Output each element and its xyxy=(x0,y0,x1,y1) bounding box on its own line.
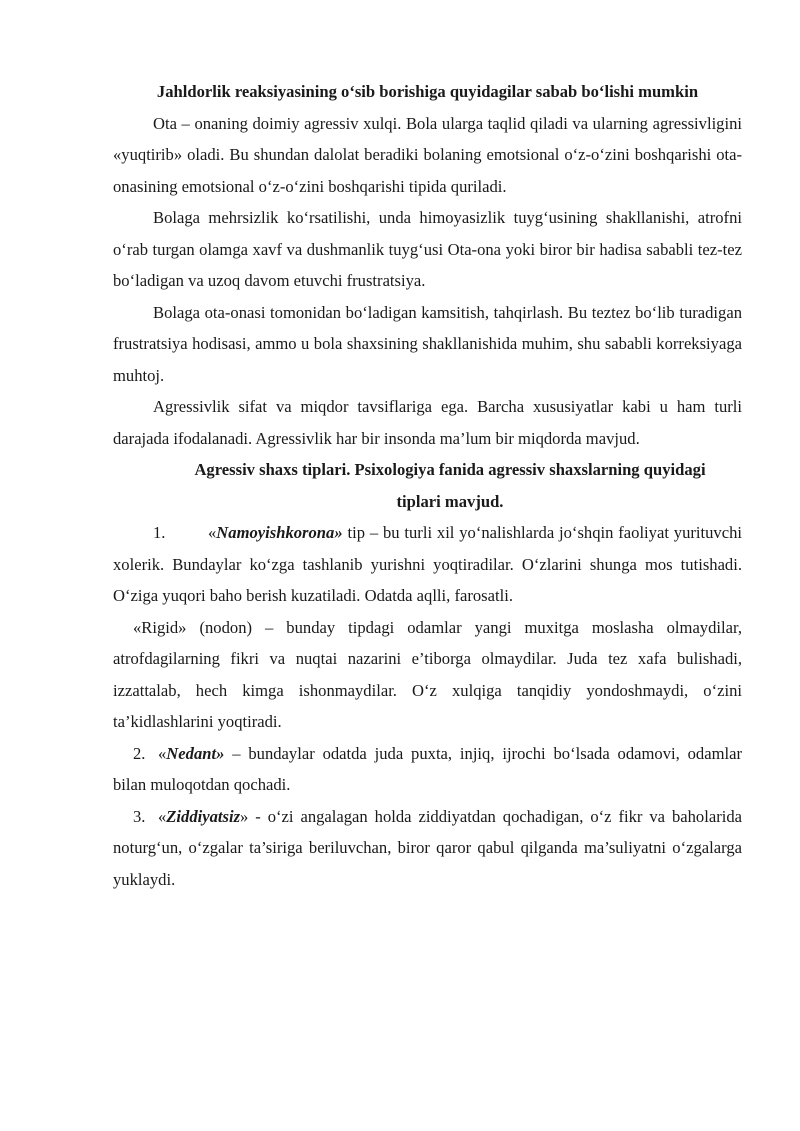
paragraph-parental-aggression: Ota – onaning doimiy agressiv xulqi. Bola ularga taqlid qiladi va ularning agressivligini «yuqtirib» oladi. Bu shundan dalolat beradiki bolaning emotsional o‘z-o‘zini boshqarishi ota-onasining emotsional o‘z-o‘zini boshqarishi tipida quriladi. xyxy=(113,113,742,196)
type-term: Ziddiyatsiz xyxy=(166,806,241,826)
type-description: tip – bu turli xil yo‘nalishlarda jo‘shqin faoliyat yurituvchi xolerik. Bundaylar ko‘zga tashlanib yurishni yoqtiradilar. O‘zlarini shunga mos tutishadi. O‘ziga yuqori baho berish kuzatiladi. Odatda aqlli, farosatli. xyxy=(113,523,742,605)
type-description: - o‘zi angalagan holda ziddiyatdan qochadigan, o‘z fikr va baholarida noturg‘un, o‘zgalar ta’siriga beriluvchan, biror qaror qabul qilganda ma’suliyatni o‘zgalarga yuklaydi. xyxy=(113,806,742,889)
document-title: Jahldorlik reaksiyasining o‘sib borishiga quyidagilar sabab bo‘lishi mumkin xyxy=(156,82,699,101)
type-item-conflict-free xyxy=(113,801,742,896)
paragraph-aggression-characteristics: Agressivlik sifat va miqdor tavsiflariga ega. Barcha xususiyatlar kabi u ham turli darajada ifodalanadi. Agressivlik har bir insonda ma’lum bir miqdorda mavjud. xyxy=(113,397,742,448)
type-description: – bundaylar odatda juda puxta, injiq, ijrochi bo‘lsada odamovi, odamlar bilan muloqotdan qochadi. xyxy=(113,743,742,794)
type-term: Nedant» xyxy=(166,743,225,763)
open-quote: « xyxy=(158,743,167,763)
open-quote: « xyxy=(158,806,167,826)
paragraph-lack-of-affection: Bolaga mehrsizlik ko‘rsatilishi, unda himoyasizlik tuyg‘usining shakllanishi, atrofni o‘rab turgan olamga xavf va dushmanlik tuyg‘usi Ota-ona yoki biror bir hadisa sababli tez-tez bo‘ladigan va uzoq davom etuvchi frustratsiya. xyxy=(113,208,742,290)
close-quote: » xyxy=(240,806,249,826)
type-term: Namoyishkorona» xyxy=(216,523,343,542)
item-number: 1. xyxy=(153,523,166,542)
section-title-line-2: tiplari mavjud. xyxy=(396,491,504,511)
type-item-demonstrative xyxy=(113,517,742,612)
item-number: 2. xyxy=(133,743,146,763)
document-page xyxy=(113,76,742,895)
type-item-nedant xyxy=(113,738,742,801)
section-title-personality-types xyxy=(113,454,742,517)
paragraph-humiliation: Bolaga ota-onasi tomonidan bo‘ladigan kamsitish, tahqirlash. Bu teztez bo‘lib turadigan frustratsiya hodisasi, ammo u bola shaxsining shakllanishida muhim, shu sababli korreksiyaga muhtoj. xyxy=(113,302,742,385)
open-quote: « xyxy=(208,523,217,542)
section-title-line-1: Agressiv shaxs tiplari. Psixologiya fanida agressiv shaxslarning quyidagi xyxy=(194,460,706,479)
item-number: 3. xyxy=(133,806,146,826)
type-item-rigid: «Rigid» (nodon) – bunday tipdagi odamlar yangi muxitga moslasha olmaydilar, atrofdagilarning fikri va nuqtai nazarini e’tiborga olmaydilar. Juda tez xafa bulishadi, izzattalab, hech kimga ishonmaydilar. O‘z xulqiga tanqidiy yondoshmaydi, o‘zini ta’kidlashlarini yoqtiradi. xyxy=(113,617,742,731)
